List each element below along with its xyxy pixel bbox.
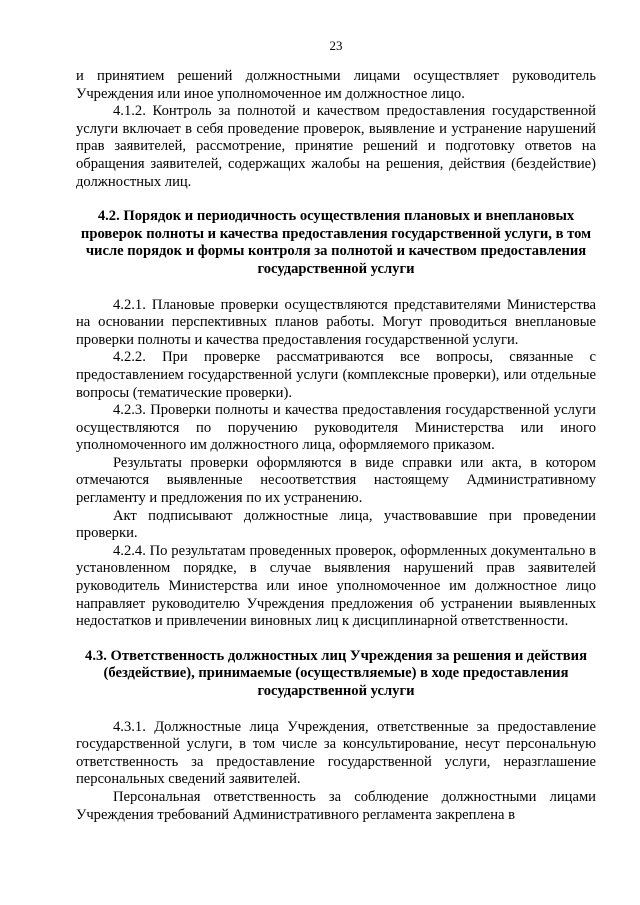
section-heading-4-3: 4.3. Ответственность должностных лиц Учреждения за решения и действия (бездействие), принимаемые (осуществляемые) в ходе предоставления государственной услуги: [85, 647, 587, 699]
paragraph-4-2-4: 4.2.4. По результатам проведенных проверок, оформленных документально в установленном порядке, в случае выявления нарушений прав заявителей руководитель Министерства или иное уполномоченное им должностное лицо направляет руководителю Учреждения предложения об устранении выявленных недостатков и привлечении виновных лиц к дисциплинарной ответственности.: [76, 542, 596, 630]
paragraph-continuation: и принятием решений должностными лицами осуществляет руководитель Учреждения или иное уполномоченное им должностное лицо.: [76, 68, 596, 102]
paragraph-4-1-2: 4.1.2. Контроль за полнотой и качеством предоставления государственной услуги включает в себя проведение проверок, выявление и устранение нарушений прав заявителей, рассмотрение, принятие решений и подготовку ответов на обращения заявителей, содержащих жалобы на решения, действия (бездействие) должностных лиц.: [76, 103, 596, 190]
paragraph-act-signing: Акт подписывают должностные лица, участвовавшие при проведении проверки.: [76, 507, 596, 542]
paragraph-4-2-2: 4.2.2. При проверке рассматриваются все вопросы, связанные с предоставлением государственной услуги (комплексные проверки), или отдельные вопросы (тематические проверки).: [76, 349, 596, 401]
page-number: 23: [329, 38, 343, 53]
section-heading-4-2: 4.2. Порядок и периодичность осуществления плановых и внеплановых проверок полноты и качества предоставления государственной услуги, в том числе порядок и формы контроля за полнотой и качеством предоставления государственной услуги: [80, 208, 592, 277]
paragraph-4-2-3: 4.2.3. Проверки полноты и качества предоставления государственной услуги осуществляются по поручению руководителя Министерства или иного уполномоченного им должностного лица, оформляемого приказом.: [76, 402, 596, 454]
paragraph-personal-responsibility: Персональная ответственность за соблюдение должностными лицами Учреждения требований Административного регламента закреплена в: [76, 788, 596, 823]
paragraph-4-3-1: 4.3.1. Должностные лица Учреждения, ответственные за предоставление государственной услуги, в том числе за консультирование, несут персональную ответственность за предоставление государственной услуги, неразглашение персональных сведений заявителей.: [76, 718, 596, 788]
paragraph-inspection-results: Результаты проверки оформляются в виде справки или акта, в котором отмечаются выявленные несоответствия настоящему Административному регламенту и предложения по их устранению.: [76, 454, 596, 507]
paragraph-4-2-1: 4.2.1. Плановые проверки осуществляются представителями Министерства на основании перспективных планов работы. Могут проводиться внеплановые проверки полноты и качества предоставления государственной услуги.: [76, 296, 596, 348]
